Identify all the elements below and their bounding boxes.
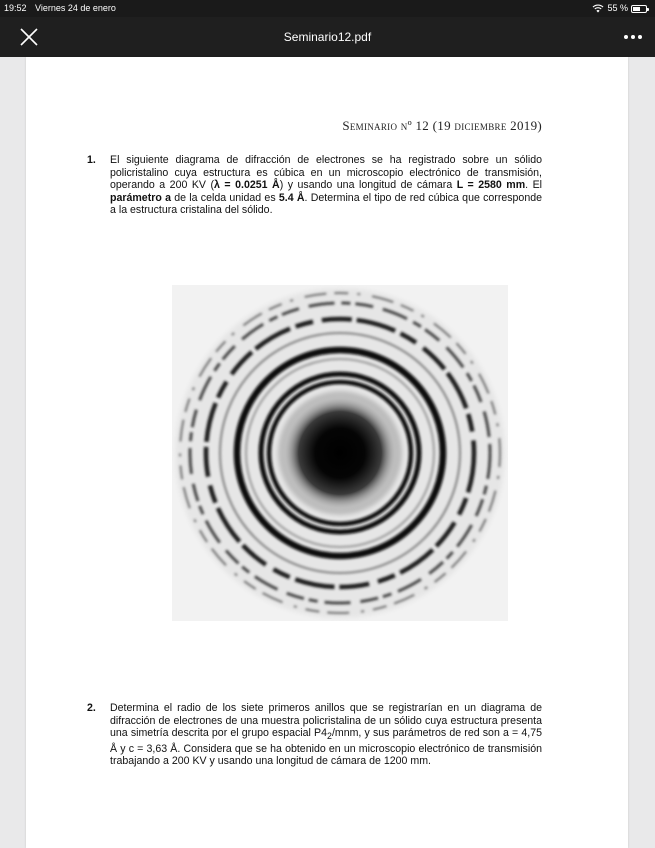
more-icon[interactable] [623, 30, 643, 44]
q1-text-1: El siguiente diagrama de difracción de electrones se ha registrado sobre un sólido policristalino cuya estructura es cúbica en un microscopio electrónico de transmisión, operando a 200 KV ( [110, 154, 542, 192]
nav-bar [0, 17, 655, 57]
status-indicators [592, 0, 647, 17]
q2-text-2: /mnm, y sus parámetros de red son a = 4,75 Å y c = 3,63 Å. Considera que se ha obtenido en un microscopio electrónico de transmisión trabajando a 200 KV y usando una longitud de cámara de 1200 mm. [110, 727, 542, 768]
q1-text-2: ) y usando una longitud de cámara [279, 179, 457, 192]
status-time: 19:52 [4, 3, 27, 13]
q1-text-4: de la celda unidad es [170, 191, 279, 204]
electron-diffraction-pattern [172, 285, 508, 621]
battery-percent: 55 % [607, 3, 628, 13]
q1-lambda: λ = 0.0251 Å [214, 179, 280, 192]
battery-fill [633, 7, 640, 11]
q1-parameter-label: parámetro a [110, 191, 171, 204]
q2-subscript: 2 [327, 731, 332, 742]
q2-text-1: Determina el radio de los siete primeros anillos que se registrarían en un diagrama de difracción de electrones de una muestra policristalina de un sólido cuya estructura presenta una simetría descrita por el grupo espacial P4 [110, 702, 542, 740]
question-2 [87, 702, 542, 768]
pdf-page [26, 57, 628, 848]
q1-parameter-value: 5.4 Å [278, 191, 305, 204]
q1-text-3: . El [525, 179, 542, 192]
question-1 [87, 154, 542, 217]
battery-icon [631, 5, 647, 13]
status-date: Viernes 24 de enero [35, 3, 116, 13]
seminar-header: Seminario nº 12 (19 diciembre 2019) [342, 118, 542, 133]
q1-text-5: . Determina el tipo de red cúbica que corresponde a la estructura cristalina del sólido. [110, 191, 542, 217]
wifi-icon [592, 4, 604, 13]
status-bar [0, 0, 655, 17]
question-1-number: 1. [87, 154, 96, 166]
question-2-number: 2. [87, 702, 96, 714]
q1-camera-length: L = 2580 mm [456, 179, 526, 192]
document-title: Seminario12.pdf [283, 30, 372, 44]
